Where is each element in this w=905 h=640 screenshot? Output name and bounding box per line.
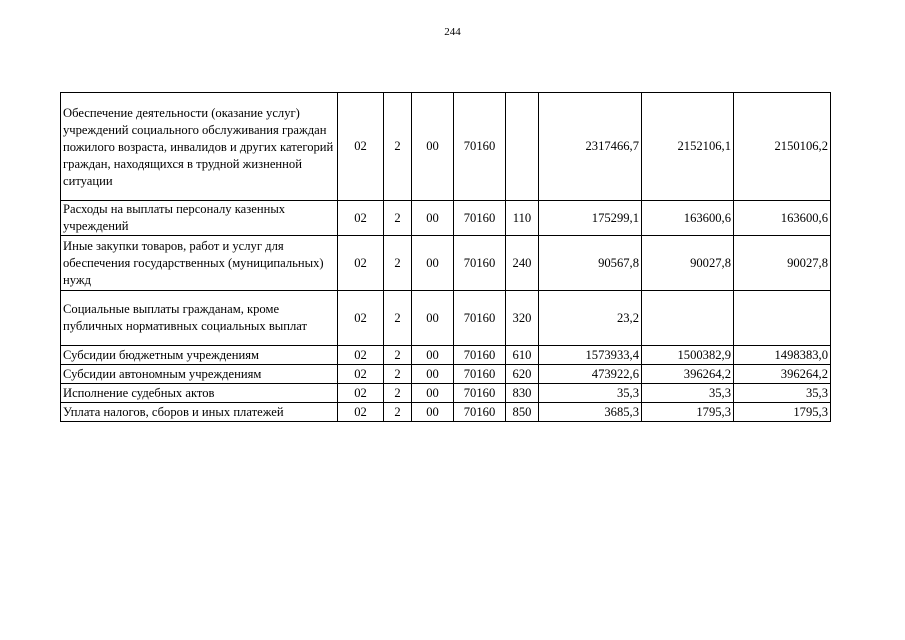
page-number: 244 xyxy=(444,26,461,38)
subprogram-code-cell: 00 xyxy=(412,291,454,346)
subprogram-code-cell: 00 xyxy=(412,93,454,201)
direction-code-cell: 70160 xyxy=(454,201,506,236)
section-code-cell: 02 xyxy=(338,93,384,201)
amount-year3-cell: 1498383,0 xyxy=(734,346,831,365)
amount-year1-cell: 90567,8 xyxy=(539,236,642,291)
amount-year2-cell: 35,3 xyxy=(642,384,734,403)
subprogram-code-cell: 00 xyxy=(412,346,454,365)
budget-table xyxy=(60,92,831,422)
expense-type-cell xyxy=(506,93,539,201)
program-code-cell: 2 xyxy=(384,236,412,291)
amount-year2-cell: 163600,6 xyxy=(642,201,734,236)
row-name-cell: Обеспечение деятельности (оказание услуг) учреждений социального обслуживания граждан пожилого возраста, инвалидов и других категорий граждан, находящихся в трудной жизненной ситуации xyxy=(61,93,338,201)
amount-year3-cell: 396264,2 xyxy=(734,365,831,384)
expense-type-cell: 240 xyxy=(506,236,539,291)
direction-code-cell: 70160 xyxy=(454,346,506,365)
subprogram-code-cell: 00 xyxy=(412,201,454,236)
table-row xyxy=(61,365,831,384)
amount-year2-cell: 1795,3 xyxy=(642,403,734,422)
amount-year2-cell: 1500382,9 xyxy=(642,346,734,365)
row-name-cell: Социальные выплаты гражданам, кроме публичных нормативных социальных выплат xyxy=(61,291,338,346)
expense-type-cell: 320 xyxy=(506,291,539,346)
direction-code-cell: 70160 xyxy=(454,236,506,291)
expense-type-cell: 110 xyxy=(506,201,539,236)
amount-year3-cell: 1795,3 xyxy=(734,403,831,422)
amount-year1-cell: 175299,1 xyxy=(539,201,642,236)
expense-type-cell: 830 xyxy=(506,384,539,403)
amount-year3-cell: 2150106,2 xyxy=(734,93,831,201)
program-code-cell: 2 xyxy=(384,365,412,384)
table-row xyxy=(61,403,831,422)
expense-type-cell: 620 xyxy=(506,365,539,384)
amount-year2-cell xyxy=(642,291,734,346)
subprogram-code-cell: 00 xyxy=(412,365,454,384)
expense-type-cell: 610 xyxy=(506,346,539,365)
direction-code-cell: 70160 xyxy=(454,291,506,346)
amount-year3-cell xyxy=(734,291,831,346)
program-code-cell: 2 xyxy=(384,384,412,403)
subprogram-code-cell: 00 xyxy=(412,236,454,291)
direction-code-cell: 70160 xyxy=(454,93,506,201)
amount-year3-cell: 35,3 xyxy=(734,384,831,403)
subprogram-code-cell: 00 xyxy=(412,403,454,422)
program-code-cell: 2 xyxy=(384,403,412,422)
expense-type-cell: 850 xyxy=(506,403,539,422)
table-row xyxy=(61,201,831,236)
amount-year2-cell: 396264,2 xyxy=(642,365,734,384)
amount-year3-cell: 163600,6 xyxy=(734,201,831,236)
row-name-cell: Исполнение судебных актов xyxy=(61,384,338,403)
section-code-cell: 02 xyxy=(338,201,384,236)
row-name-cell: Субсидии автономным учреждениям xyxy=(61,365,338,384)
table-row xyxy=(61,346,831,365)
section-code-cell: 02 xyxy=(338,384,384,403)
amount-year1-cell: 1573933,4 xyxy=(539,346,642,365)
program-code-cell: 2 xyxy=(384,291,412,346)
table-row xyxy=(61,291,831,346)
table-row xyxy=(61,236,831,291)
amount-year2-cell: 90027,8 xyxy=(642,236,734,291)
section-code-cell: 02 xyxy=(338,346,384,365)
amount-year1-cell: 3685,3 xyxy=(539,403,642,422)
row-name-cell: Иные закупки товаров, работ и услуг для обеспечения государственных (муниципальных) нужд xyxy=(61,236,338,291)
subprogram-code-cell: 00 xyxy=(412,384,454,403)
amount-year1-cell: 2317466,7 xyxy=(539,93,642,201)
amount-year2-cell: 2152106,1 xyxy=(642,93,734,201)
amount-year1-cell: 23,2 xyxy=(539,291,642,346)
section-code-cell: 02 xyxy=(338,365,384,384)
program-code-cell: 2 xyxy=(384,201,412,236)
section-code-cell: 02 xyxy=(338,403,384,422)
direction-code-cell: 70160 xyxy=(454,384,506,403)
table-row xyxy=(61,384,831,403)
amount-year3-cell: 90027,8 xyxy=(734,236,831,291)
row-name-cell: Уплата налогов, сборов и иных платежей xyxy=(61,403,338,422)
section-code-cell: 02 xyxy=(338,236,384,291)
program-code-cell: 2 xyxy=(384,346,412,365)
program-code-cell: 2 xyxy=(384,93,412,201)
row-name-cell: Расходы на выплаты персоналу казенных учреждений xyxy=(61,201,338,236)
section-code-cell: 02 xyxy=(338,291,384,346)
direction-code-cell: 70160 xyxy=(454,365,506,384)
row-name-cell: Субсидии бюджетным учреждениям xyxy=(61,346,338,365)
amount-year1-cell: 35,3 xyxy=(539,384,642,403)
table-row xyxy=(61,93,831,201)
direction-code-cell: 70160 xyxy=(454,403,506,422)
amount-year1-cell: 473922,6 xyxy=(539,365,642,384)
